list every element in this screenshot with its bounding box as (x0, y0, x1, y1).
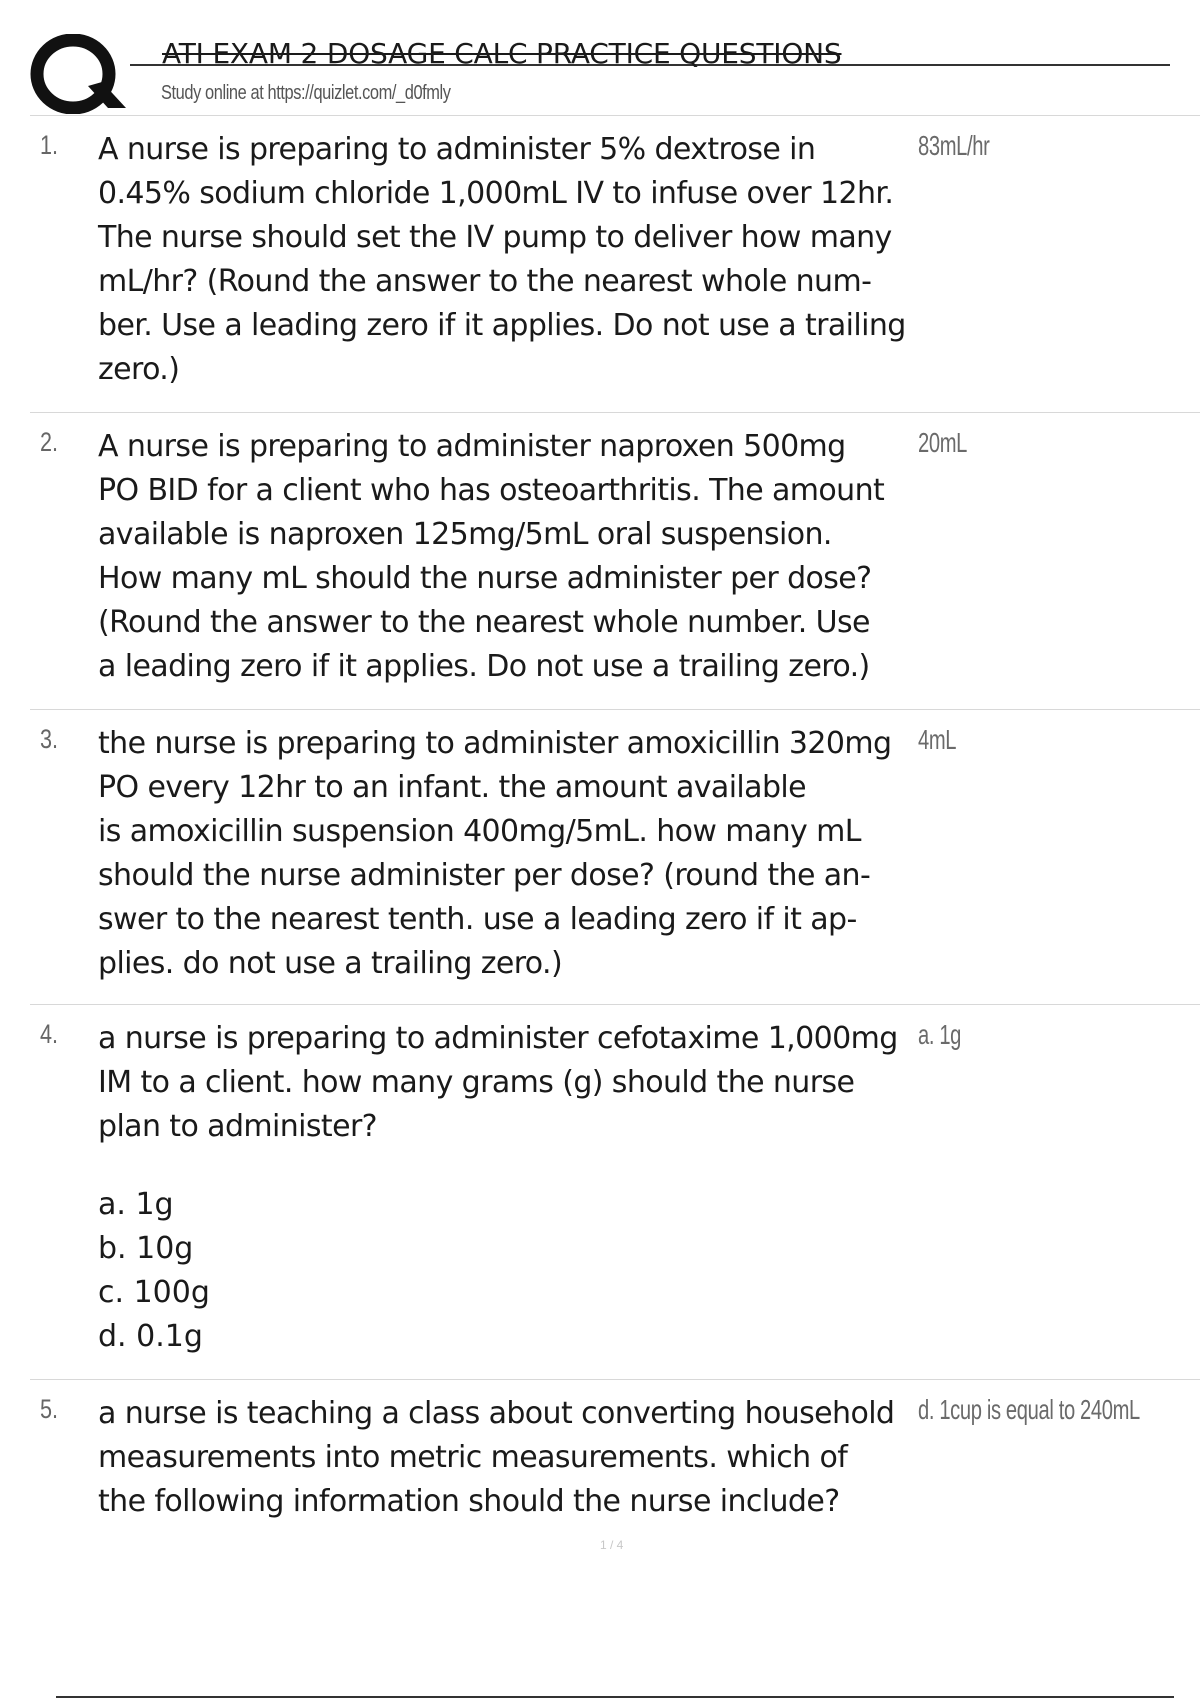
question-text-line: is amoxicillin suspension 400mg/5mL. how many mL (98, 814, 861, 849)
question-text-line: a nurse is preparing to administer cefotaxime 1,000mg (98, 1021, 898, 1056)
bottom-divider (56, 1696, 1174, 1698)
answer-text: a. 1g (918, 1019, 962, 1050)
document-subtitle: Study online at https://quizlet.com/_d0fmly (161, 82, 451, 104)
question-item-3 (30, 710, 1200, 1005)
question-number: 5. (40, 1394, 59, 1424)
question-text-line: available is naproxen 125mg/5mL oral suspension. (98, 517, 832, 552)
question-text-line: 0.45% sodium chloride 1,000mL IV to infuse over 12hr. (98, 176, 894, 211)
question-text-line: zero.) (98, 352, 180, 387)
question-text-line: ber. Use a leading zero if it applies. Do not use a trailing (98, 308, 906, 343)
question-text-line: The nurse should set the IV pump to deliver how many (98, 220, 892, 255)
document-title: ATI EXAM 2 DOSAGE CALC PRACTICE QUESTIONS (130, 34, 1170, 66)
answer-text: d. 1cup is equal to 240mL (918, 1394, 1140, 1425)
question-text-line: mL/hr? (Round the answer to the nearest whole num- (98, 264, 872, 299)
question-text-line: PO BID for a client who has osteoarthritis. The amount (98, 473, 885, 508)
question-text-line: should the nurse administer per dose? (round the an- (98, 858, 871, 893)
question-text (98, 425, 943, 689)
question-item-2 (30, 413, 1200, 710)
question-item-1 (30, 116, 1200, 413)
question-text (98, 1017, 943, 1149)
quizlet-q-logo-icon (30, 34, 142, 114)
question-item-5 (30, 1380, 1200, 1540)
question-number: 4. (40, 1019, 59, 1049)
answer-text: 4mL (918, 724, 957, 755)
question-text (98, 722, 943, 986)
question-number: 1. (40, 130, 59, 160)
question-number: 3. (40, 724, 59, 754)
answer-text: 20mL (918, 427, 967, 458)
question-text-line: a nurse is teaching a class about converting household (98, 1396, 895, 1431)
page-number: 1 / 4 (600, 1538, 624, 1552)
question-text-line: plies. do not use a trailing zero.) (98, 946, 563, 981)
answer-option: a. 1g (98, 1187, 174, 1222)
answer-option: b. 10g (98, 1231, 194, 1266)
question-text-line: IM to a client. how many grams (g) should the nurse (98, 1065, 855, 1100)
question-item-4 (30, 1005, 1200, 1380)
answer-option: d. 0.1g (98, 1319, 203, 1354)
question-text-line: swer to the nearest tenth. use a leading zero if it ap- (98, 902, 857, 937)
question-text-line: a leading zero if it applies. Do not use a trailing zero.) (98, 649, 870, 684)
question-list (30, 116, 1200, 1540)
answer-text: 83mL/hr (918, 130, 990, 161)
question-text-line: the following information should the nurse include? (98, 1484, 840, 1519)
question-text-line: measurements into metric measurements. which of (98, 1440, 848, 1475)
question-text-line: A nurse is preparing to administer naproxen 500mg (98, 429, 846, 464)
question-text (98, 128, 943, 392)
question-text-line: (Round the answer to the nearest whole number. Use (98, 605, 870, 640)
question-text-line: PO every 12hr to an infant. the amount available (98, 770, 806, 805)
question-text-line: the nurse is preparing to administer amoxicillin 320mg (98, 726, 892, 761)
question-number: 2. (40, 427, 59, 457)
answer-option: c. 100g (98, 1275, 210, 1310)
question-text-line: plan to administer? (98, 1109, 378, 1144)
question-text-line: How many mL should the nurse administer per dose? (98, 561, 872, 596)
question-text (98, 1392, 943, 1524)
answer-options (98, 1183, 210, 1359)
question-text-line: A nurse is preparing to administer 5% dextrose in (98, 132, 816, 167)
header (30, 30, 1190, 118)
